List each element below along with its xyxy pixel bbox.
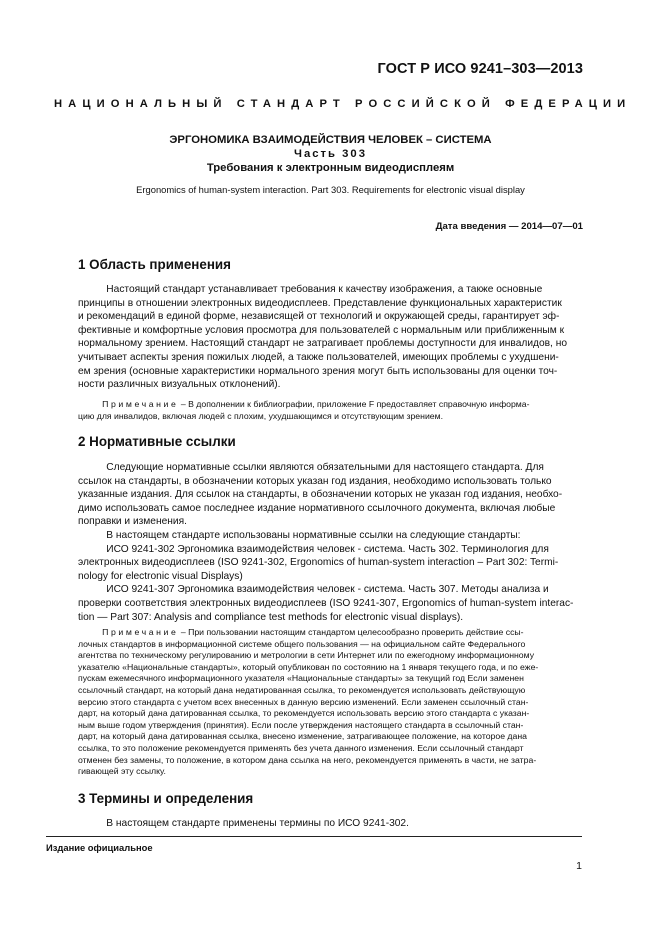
note-line: указателю «Национальные стандарты», который опубликован по состоянию на 1 января текущего года, и по еже- — [78, 661, 539, 672]
note-line: отменен без замены, то положение, в котором дана ссылка на него, рекомендуется применять в части, не затра- — [78, 754, 537, 765]
text-line: фективные и комфортные условия просмотра для пользователей с нормальным или приближенным к — [78, 324, 565, 336]
section-2-heading: 2 Нормативные ссылки — [78, 434, 236, 449]
text-line: В настоящем стандарте использованы нормативные ссылки на следующие стандарты: — [78, 529, 521, 541]
title-english: Ergonomics of human-system interaction. Part 303. Requirements for electronic visual display — [136, 184, 525, 195]
official-edition-label: Издание официальное — [46, 842, 153, 853]
note-indent — [78, 627, 102, 637]
text-line: ИСО 9241-302 Эргономика взаимодействия человек - система. Часть 302. Терминология для — [78, 543, 549, 555]
note-line — [78, 399, 583, 411]
section-1-body — [78, 283, 583, 392]
note-line: лочных стандартов в информационной системе общего пользования — на официальном сайте Федерального — [78, 638, 526, 649]
section-2-body — [78, 461, 583, 624]
note-text: – При пользовании настоящим стандартом целесообразно проверить действие ссы- — [178, 627, 524, 637]
document-title — [78, 133, 583, 175]
section-2-note — [78, 627, 583, 778]
text-line: электронных видеодисплеев (ISO 9241-302, Ergonomics of human-system interaction – Part 302: Termi- — [78, 557, 559, 569]
title-line-3: Требования к электронным видеодисплеям — [206, 162, 455, 174]
section-3-heading: 3 Термины и определения — [78, 791, 254, 806]
text-line: Следующие нормативные ссылки являются обязательными для настоящего стандарта. Для — [78, 462, 544, 473]
note-line: агентства по техническому регулированию и метрологии в сети Интернет или по ежегодному информационному — [78, 650, 535, 661]
note-line: ссылочный стандарт, на который дана недатированная ссылка, то рекомендуется использовать действующую — [78, 684, 526, 695]
note-line: пускам ежемесячного информационного указателя «Национальные стандарты» за текущий год Если заменен — [78, 673, 524, 684]
text-line: указанные издания. Для ссылок на стандарты, в обозначении которых не указан год издания, необхо- — [78, 489, 563, 501]
text-line: димо использовать самое последнее издание нормативного ссылочного документа, включая любые — [78, 502, 556, 514]
note-line: гивающей эту ссылку. — [78, 766, 166, 777]
footer-divider — [46, 836, 582, 837]
note-label: Примечание — [102, 399, 179, 409]
text-line: учитывает аспекты зрения пожилых людей, а также пользователей, имеющих проблемы с ухудшени- — [78, 351, 559, 363]
section-1-heading: 1 Область применения — [78, 257, 231, 272]
text-line: В настоящем стандарте применены термины по ИСО 9241-302. — [78, 818, 409, 829]
text-line: нормальному зрением. Настоящий стандарт не затрагивает проблемы доступности для инвалидов, но — [78, 338, 568, 350]
section-3-body — [78, 817, 583, 831]
text-line: nology for electronic visual Displays) — [78, 570, 243, 582]
text-line: принципы в отношении электронных видеодисплеев. Представление функциональных характеристик — [78, 297, 562, 309]
note-line: дарт, на который дана датированная ссылка, то рекомендуется использовать версию этого стандарта с указан- — [78, 708, 530, 719]
note-line: цию для инвалидов, включая людей с плохим, ухудшающимся и отсутствующим зрением. — [78, 410, 444, 421]
text-line: ем зрения (основные характеристики нормального зрения могут быть использованы для оценки точ- — [78, 365, 558, 377]
text-line: ссылок на стандарты, в обозначении которых указан год издания, необходимо использовать только — [78, 475, 552, 487]
note-line: дарт, на который дана датированная ссылка, внесено изменение, затрагивающее положение, на которое дана — [78, 731, 527, 742]
title-part: Часть 303 — [294, 148, 367, 160]
text-line: и рекомендаций в единой форме, независящей от технологий и окружающей среды, гарантирует эф- — [78, 311, 560, 323]
note-label: Примечание — [102, 627, 179, 637]
text-line: поправки и изменения. — [78, 516, 187, 528]
text-line: ности различных визуальных отклонений). — [78, 379, 281, 391]
note-indent — [78, 399, 102, 409]
national-standard-title: НАЦИОНАЛЬНЫЙ СТАНДАРТ РОССИЙСКОЙ ФЕДЕРАЦИИ — [54, 98, 632, 110]
text-line: Настоящий стандарт устанавливает требования к качеству изображения, а также основные — [78, 284, 543, 295]
note-line — [78, 627, 583, 639]
introduction-date: Дата введения — 2014—07—01 — [435, 221, 583, 232]
text-line: tion — Part 307: Analysis and compliance test methods for electronic visual displays). — [78, 611, 464, 623]
note-line: ссылка, то это положение рекомендуется применять без учета данного изменения. Если ссылочный стандарт — [78, 742, 524, 753]
standard-code: ГОСТ Р ИСО 9241–303—2013 — [377, 61, 583, 77]
title-line-1: ЭРГОНОМИКА ВЗАИМОДЕЙСТВИЯ ЧЕЛОВЕК – СИСТЕМА — [169, 134, 492, 146]
note-line: ным выше годом утверждения (принятия). Если после утверждения настоящего стандарта в ссылочный стан- — [78, 719, 524, 730]
note-text: – В дополнении к библиографии, приложение F предоставляет справочную информа- — [178, 399, 530, 409]
section-1-note — [78, 399, 583, 422]
note-line: версию этого стандарта с учетом всех внесенных в данную версию изменений. Если заменен ссылочный стан- — [78, 696, 529, 707]
text-line: проверки соответствия электронных видеодисплеев (ISO 9241-307, Ergonomics of human-system interac- — [78, 597, 574, 609]
page-number: 1 — [576, 860, 582, 872]
text-line: ИСО 9241-307 Эргономика взаимодействия человек - система. Часть 307. Методы анализа и — [78, 584, 549, 596]
